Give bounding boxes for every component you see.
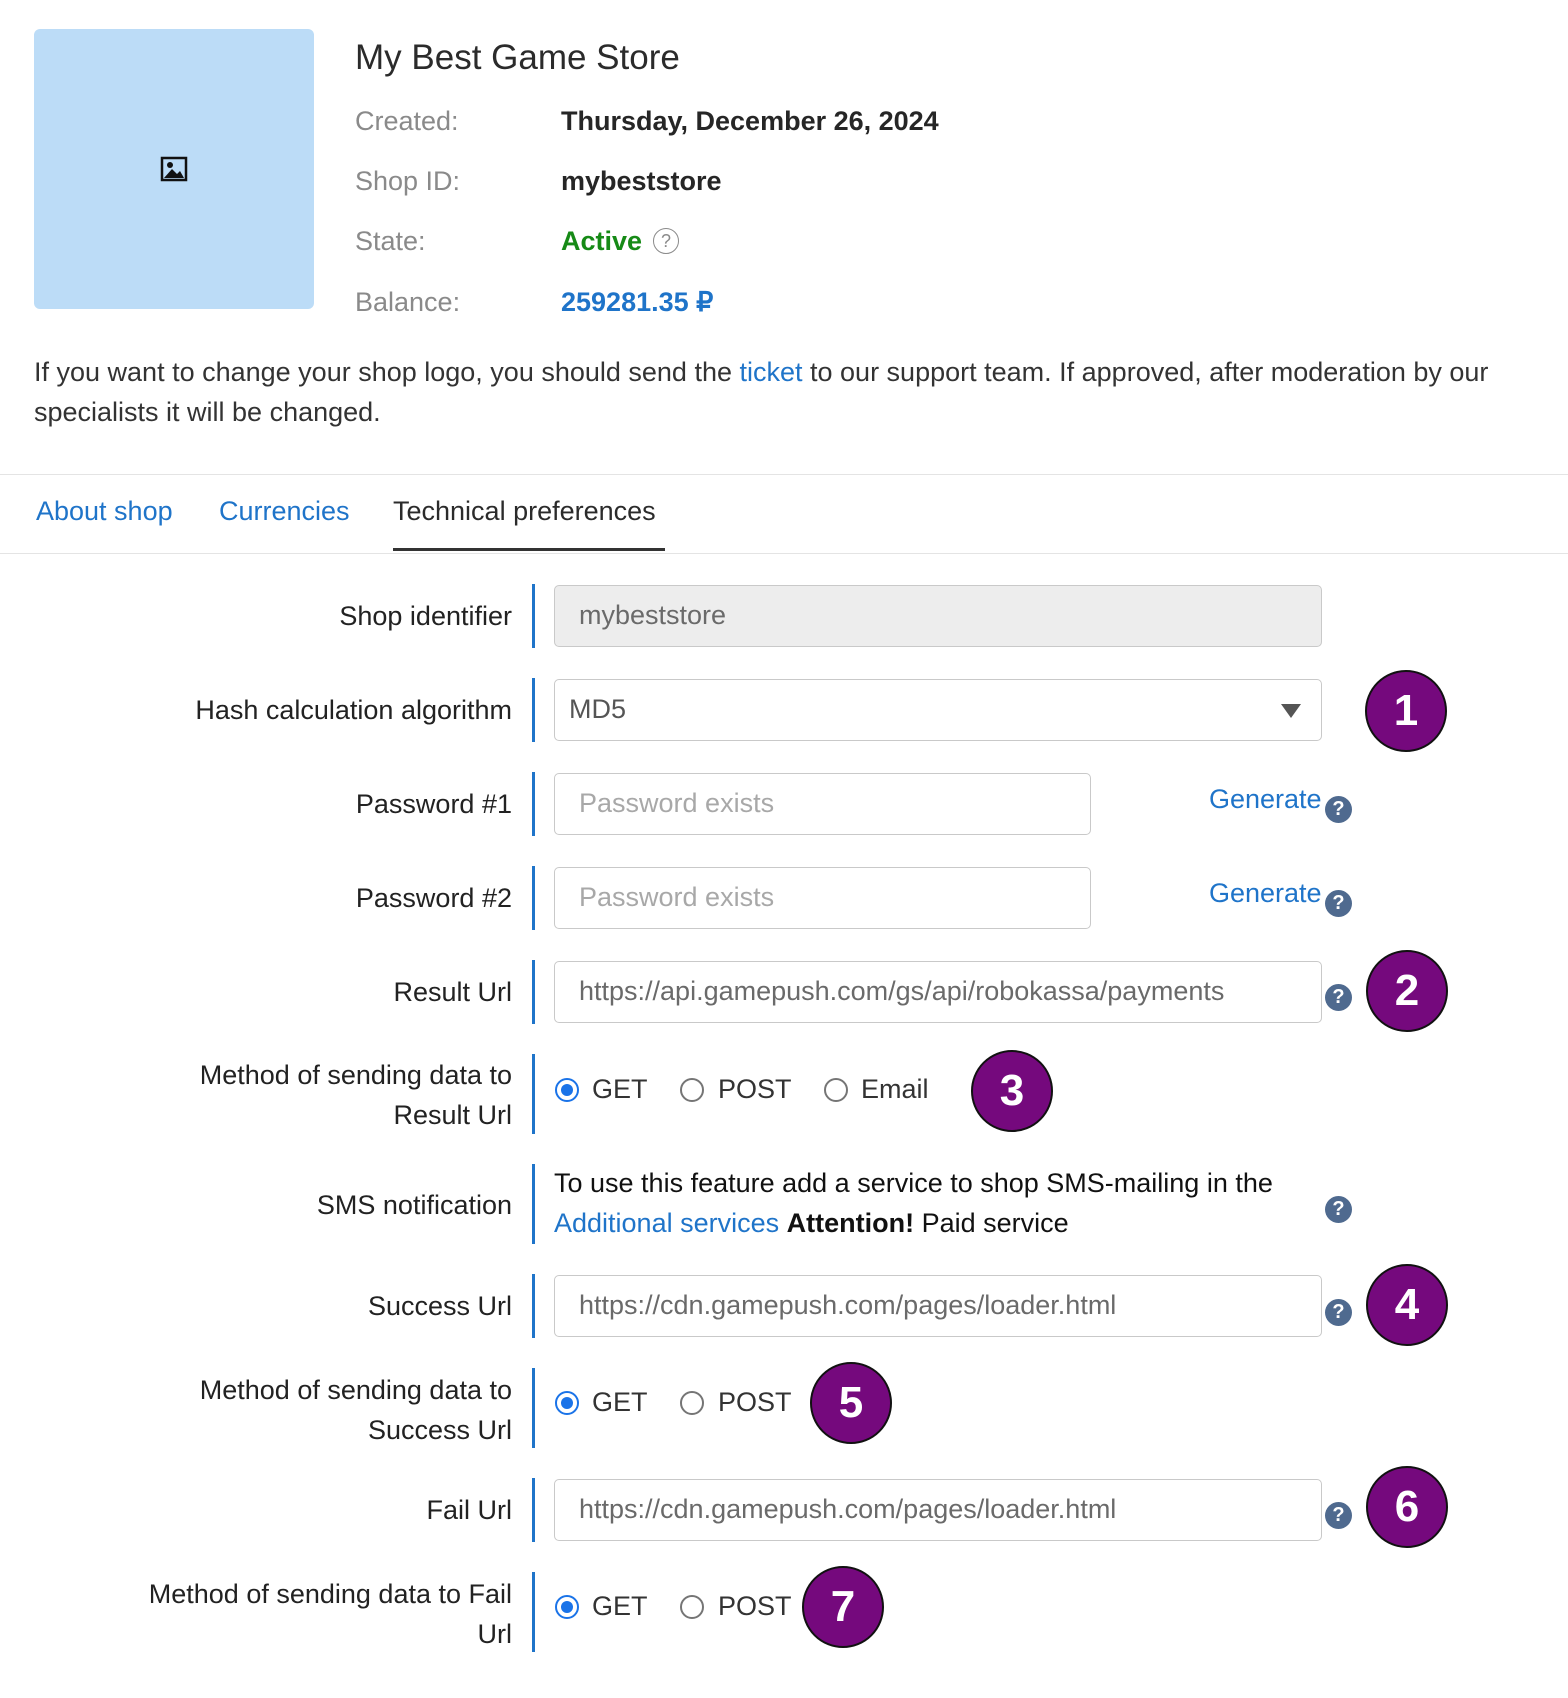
sms-text-line1: To use this feature add a service to shop SMS-mailing in the xyxy=(554,1168,1273,1198)
callout-badge-1: 1 xyxy=(1365,670,1447,752)
paid-service-text: Paid service xyxy=(914,1208,1069,1238)
state-value: Active xyxy=(561,226,643,256)
result-url-help-icon[interactable]: ? xyxy=(1325,984,1352,1011)
password2-input[interactable]: Password exists xyxy=(554,867,1091,929)
result-method-post-radio[interactable] xyxy=(680,1078,704,1102)
fail-method-post-label[interactable]: POST xyxy=(718,1591,792,1621)
shop-title: My Best Game Store xyxy=(355,38,680,77)
fail-url-input[interactable]: https://cdn.gamepush.com/pages/loader.html xyxy=(554,1479,1322,1541)
success-url-input[interactable]: https://cdn.gamepush.com/pages/loader.html xyxy=(554,1275,1322,1337)
balance-label: Balance: xyxy=(355,287,461,317)
balance-value: 259281.35 ₽ xyxy=(561,287,714,317)
success-method-post-radio[interactable] xyxy=(680,1391,704,1415)
fail-method-get-label[interactable]: GET xyxy=(592,1591,648,1621)
success-method-label xyxy=(40,1370,512,1450)
tabs-bottom-divider xyxy=(0,553,1568,554)
shop-identifier-label: Shop identifier xyxy=(339,601,512,631)
callout-badge-5: 5 xyxy=(810,1362,892,1444)
tab-about-shop[interactable]: About shop xyxy=(36,496,173,526)
notice-text-before: If you want to change your shop logo, you should send the xyxy=(34,357,740,387)
result-method-email-radio[interactable] xyxy=(824,1078,848,1102)
field-divider xyxy=(532,1054,535,1134)
callout-badge-2: 2 xyxy=(1366,950,1448,1032)
success-url-help-icon[interactable]: ? xyxy=(1325,1299,1352,1326)
password2-generate-link[interactable]: Generate xyxy=(1209,878,1322,908)
success-url-label: Success Url xyxy=(367,1291,512,1321)
shop-id-label: Shop ID: xyxy=(355,166,461,196)
success-method-get-label[interactable]: GET xyxy=(592,1387,648,1417)
shop-identifier-field: mybeststore xyxy=(554,585,1322,647)
result-method-label-line1: Method of sending data to xyxy=(199,1060,512,1090)
attention-text: Attention! xyxy=(786,1208,915,1238)
callout-badge-3: 3 xyxy=(971,1050,1053,1132)
hash-algorithm-select[interactable] xyxy=(554,679,1322,741)
password1-input[interactable]: Password exists xyxy=(554,773,1091,835)
active-tab-indicator xyxy=(393,548,665,551)
result-url-label: Result Url xyxy=(393,977,512,1007)
field-divider xyxy=(532,960,535,1024)
password2-help-icon[interactable]: ? xyxy=(1325,890,1352,917)
field-divider xyxy=(532,1478,535,1542)
hash-algorithm-value: MD5 xyxy=(569,694,627,724)
result-method-label-line2: Result Url xyxy=(393,1100,512,1130)
field-divider xyxy=(532,1572,535,1652)
field-divider xyxy=(532,866,535,930)
field-divider xyxy=(532,584,535,648)
fail-url-help-icon[interactable]: ? xyxy=(1325,1502,1352,1529)
fail-url-label: Fail Url xyxy=(426,1495,512,1525)
tabs-top-divider xyxy=(0,474,1568,475)
result-method-post-label[interactable]: POST xyxy=(718,1074,792,1104)
callout-badge-4: 4 xyxy=(1366,1264,1448,1346)
sms-notification-label: SMS notification xyxy=(316,1190,512,1220)
success-method-post-label[interactable]: POST xyxy=(718,1387,792,1417)
notice-text-after: to our support team. If approved, after moderation by our specialists it will be changed. xyxy=(34,357,1489,427)
tab-currencies[interactable]: Currencies xyxy=(219,496,350,526)
created-label: Created: xyxy=(355,106,459,136)
password1-help-icon[interactable]: ? xyxy=(1325,796,1352,823)
tab-technical-preferences[interactable]: Technical preferences xyxy=(393,496,656,526)
fail-method-get-radio[interactable] xyxy=(555,1595,579,1619)
shop-logo-placeholder xyxy=(34,29,314,309)
image-icon xyxy=(160,155,188,183)
field-divider xyxy=(532,1164,535,1244)
fail-method-label-line1: Method of sending data to Fail xyxy=(148,1579,512,1609)
success-method-get-radio[interactable] xyxy=(555,1391,579,1415)
callout-badge-6: 6 xyxy=(1366,1466,1448,1548)
result-method-email-label[interactable]: Email xyxy=(861,1074,929,1104)
result-url-input[interactable]: https://api.gamepush.com/gs/api/robokassa/payments xyxy=(554,961,1322,1023)
field-divider xyxy=(532,678,535,742)
success-method-label-line1: Method of sending data to xyxy=(199,1375,512,1405)
logo-change-notice xyxy=(34,352,1534,432)
result-method-label xyxy=(40,1055,512,1135)
state-help-icon[interactable]: ? xyxy=(653,228,679,254)
shop-id-value: mybeststore xyxy=(561,166,722,196)
field-divider xyxy=(532,1274,535,1338)
field-divider xyxy=(532,772,535,836)
state-label: State: xyxy=(355,226,426,256)
password2-label: Password #2 xyxy=(355,883,512,913)
fail-method-label xyxy=(40,1574,512,1654)
result-method-get-label[interactable]: GET xyxy=(592,1074,648,1104)
callout-badge-7: 7 xyxy=(802,1566,884,1648)
fail-method-label-line2: Url xyxy=(477,1619,512,1649)
password1-generate-link[interactable]: Generate xyxy=(1209,784,1322,814)
hash-algorithm-label: Hash calculation algorithm xyxy=(195,695,512,725)
sms-notification-text xyxy=(554,1163,1344,1243)
additional-services-link[interactable]: Additional services xyxy=(554,1208,780,1238)
dropdown-arrow-icon xyxy=(1281,704,1301,718)
success-method-label-line2: Success Url xyxy=(367,1415,512,1445)
field-divider xyxy=(532,1368,535,1448)
password1-label: Password #1 xyxy=(355,789,512,819)
result-method-get-radio[interactable] xyxy=(555,1078,579,1102)
created-value: Thursday, December 26, 2024 xyxy=(561,106,939,136)
sms-help-icon[interactable]: ? xyxy=(1325,1196,1352,1223)
ticket-link[interactable]: ticket xyxy=(739,357,803,387)
fail-method-post-radio[interactable] xyxy=(680,1595,704,1619)
